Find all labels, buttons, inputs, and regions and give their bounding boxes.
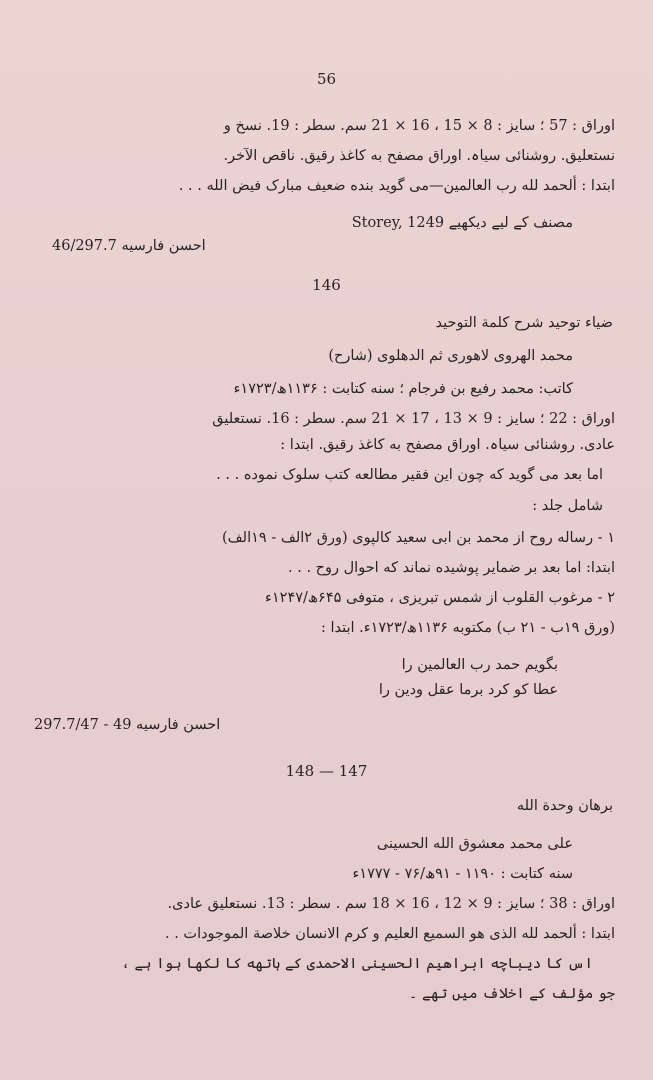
entry3-line3: اس کا دیباچه ابراهیم الحسینی الاحمدی کے ہاتھه کا لکھا ہوا ہے ، bbox=[121, 956, 593, 972]
entry2-line1: اوراق : 22 ؛ سایز : 9 × 13 ، 17 × 21 سم. سطر : 16. نستعلیق bbox=[212, 411, 615, 427]
entry1-line2: نستعلیق. روشنائی سیاہ. اوراق مصفح به کاغذ رقیق. ناقص الآخر. bbox=[223, 148, 615, 164]
entry2-item1: ۱ - رساله روح از محمد بن ابی سعید کالپوی (ورق ۲الف - ۱۹الف) bbox=[222, 530, 615, 546]
entry2-shelfmark: احسن فارسیه 49 - 297.7/47 bbox=[34, 717, 221, 733]
entry2-item1-start: ابتدا: اما بعد بر ضمایر پوشیده نماند که احوال روح . . . bbox=[288, 560, 615, 576]
entry3-line2: ابتدا : ألحمد لله الذی هو السمیع العلیم و کرم الانسان خلاصة الموجودات . . bbox=[164, 926, 615, 942]
entry2-author: محمد الهروی لاهوری ثم الدهلوی (شارح) bbox=[328, 348, 573, 364]
entry2-verse2: عطا کو کرد برما عقل ودین را bbox=[378, 682, 558, 698]
entry1-shelfmark: احسن فارسیه 46/297.7 bbox=[52, 238, 206, 254]
entry1-line3: ابتدا : ألحمد لله رب العالمین—می گوید بنده ضعیف مبارک فیض الله . . . bbox=[178, 178, 615, 194]
entry3-line4: جو مؤلف کے اخلاف میں تھے ۔ bbox=[408, 986, 615, 1002]
entry3-author: علی محمد معشوق الله الحسینی bbox=[376, 836, 573, 852]
entry1-line4: مصنف کے لیے دیکھیے Storey, 1249 bbox=[351, 215, 573, 231]
entry2-item2: ۲ - مرغوب القلوب از شمس تبریزی ، متوفی ۶۴۵ھ/۱۲۴۷ء bbox=[265, 590, 615, 606]
entry3-title: برهان وحدة الله bbox=[516, 798, 613, 814]
entry2-scribe: کاتب: محمد رفیع بن فرجام ؛ سنه کتابت : ۱۱۳۶ھ/۱۷۲۳ء bbox=[233, 381, 573, 397]
entry2-line3: اما بعد می گوید که چون این فقیر مطالعه کتب سلوک نموده . . . bbox=[216, 467, 603, 483]
entry3-line1: اوراق : 38 ؛ سایز : 9 × 12 ، 16 × 18 سم . سطر : 13. نستعلیق عادی. bbox=[167, 896, 615, 912]
entry3-number: 148 — 147 bbox=[285, 762, 368, 780]
entry1-line1: اوراق : 57 ؛ سایز : 8 × 15 ، 16 × 21 سم. سطر : 19. نسخ و bbox=[223, 118, 615, 134]
entry2-verse1: بگویم حمد رب العالمین را bbox=[401, 657, 558, 673]
entry2-line2: عادی. روشنائی سیاہ. اوراق مصفح به کاغذ رقیق. ابتدا : bbox=[280, 437, 615, 453]
page-number: 56 bbox=[316, 70, 337, 88]
entry2-item2-detail: (ورق ۱۹ب - ۲۱ ب) مکتوبه ۱۱۳۶ھ/۱۷۲۳ء. ابتدا : bbox=[320, 620, 615, 636]
entry3-date: سنه کتابت : ۱۱۹۰ - ۹۱ھ/۷۶ - ۱۷۷۷ء bbox=[352, 866, 573, 882]
entry2-number: 146 bbox=[312, 276, 341, 294]
entry2-title: ضیاء توحید شرح کلمة التوحید bbox=[435, 315, 613, 331]
entry2-contains: شامل جلد : bbox=[532, 498, 603, 514]
